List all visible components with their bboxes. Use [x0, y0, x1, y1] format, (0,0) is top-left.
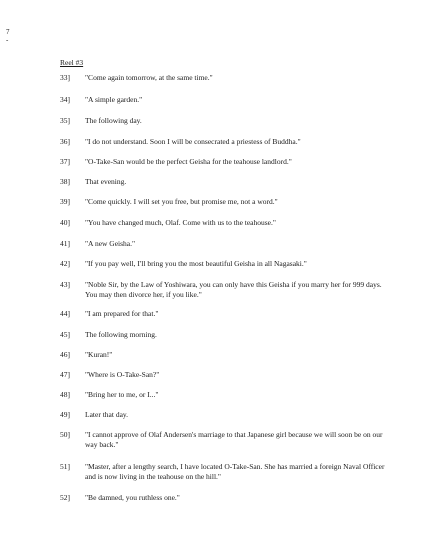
- entry-number: 45]: [60, 330, 70, 339]
- entry-number: 40]: [60, 218, 70, 227]
- entry-text: "Bring her to me, or I...": [85, 390, 159, 399]
- entry-text: That evening.: [85, 177, 127, 186]
- entry-number: 33]: [60, 73, 70, 82]
- entry-text: Later that day.: [85, 410, 129, 419]
- entry-text: "O-Take-San would be the perfect Geisha for the teahouse landlord.": [85, 157, 292, 166]
- entry-text: "Master, after a lengthy search, I have located O-Take-San. She has married a foreign Naval Officer and is now living in the teahouse on the hill.": [85, 462, 385, 481]
- entry-number: 44]: [60, 309, 70, 318]
- entry-text: "If you pay well, I'll bring you the most beautiful Geisha in all Nagasaki.": [85, 259, 307, 268]
- entry-number: 39]: [60, 197, 70, 206]
- entry-text: The following day.: [85, 116, 142, 125]
- entry-number: 49]: [60, 410, 70, 419]
- entry-text: "Kuran!": [85, 350, 113, 359]
- entry-number: 47]: [60, 370, 70, 379]
- entry-text: "You have changed much, Olaf. Come with us to the teahouse.": [85, 218, 276, 227]
- entry-number: 35]: [60, 116, 70, 125]
- entry-text: "Noble Sir, by the Law of Yoshiwara, you can only have this Geisha if you marry her for 999 days. You may then divorce her, if you like.": [85, 280, 382, 299]
- entry-number: 38]: [60, 177, 70, 186]
- reel-label: Reel #3: [60, 58, 84, 67]
- entry-text: "Come again tomorrow, at the same time.": [85, 73, 213, 82]
- entry-text: "Where is O-Take-San?": [85, 370, 160, 379]
- entry-number: 36]: [60, 137, 70, 146]
- entry-text: "A new Geisha.": [85, 239, 136, 248]
- entry-number: 52]: [60, 493, 70, 502]
- entry-text: "Be damned, you ruthless one.": [85, 493, 180, 502]
- entry-number: 42]: [60, 259, 70, 268]
- entry-text: "I cannot approve of Olaf Andersen's marriage to that Japanese girl because we will soon be on our way back.": [85, 430, 383, 449]
- entry-text: "I am prepared for that.": [85, 309, 159, 318]
- entry-number: 50]: [60, 430, 70, 439]
- entry-number: 48]: [60, 390, 70, 399]
- entry-text: "I do not understand. Soon I will be consecrated a priestess of Buddha.": [85, 137, 301, 146]
- entry-number: 51]: [60, 462, 70, 471]
- entry-text: "A simple garden.": [85, 95, 143, 104]
- entry-number: 43]: [60, 280, 70, 289]
- entry-number: 34]: [60, 95, 70, 104]
- entry-number: 41]: [60, 239, 70, 248]
- entry-text: "Come quickly. I will set you free, but promise me, not a word.": [85, 197, 278, 206]
- page-corner-mark: 7 -: [6, 28, 10, 44]
- entry-text: The following morning.: [85, 330, 157, 339]
- entry-number: 46]: [60, 350, 70, 359]
- entry-number: 37]: [60, 157, 70, 166]
